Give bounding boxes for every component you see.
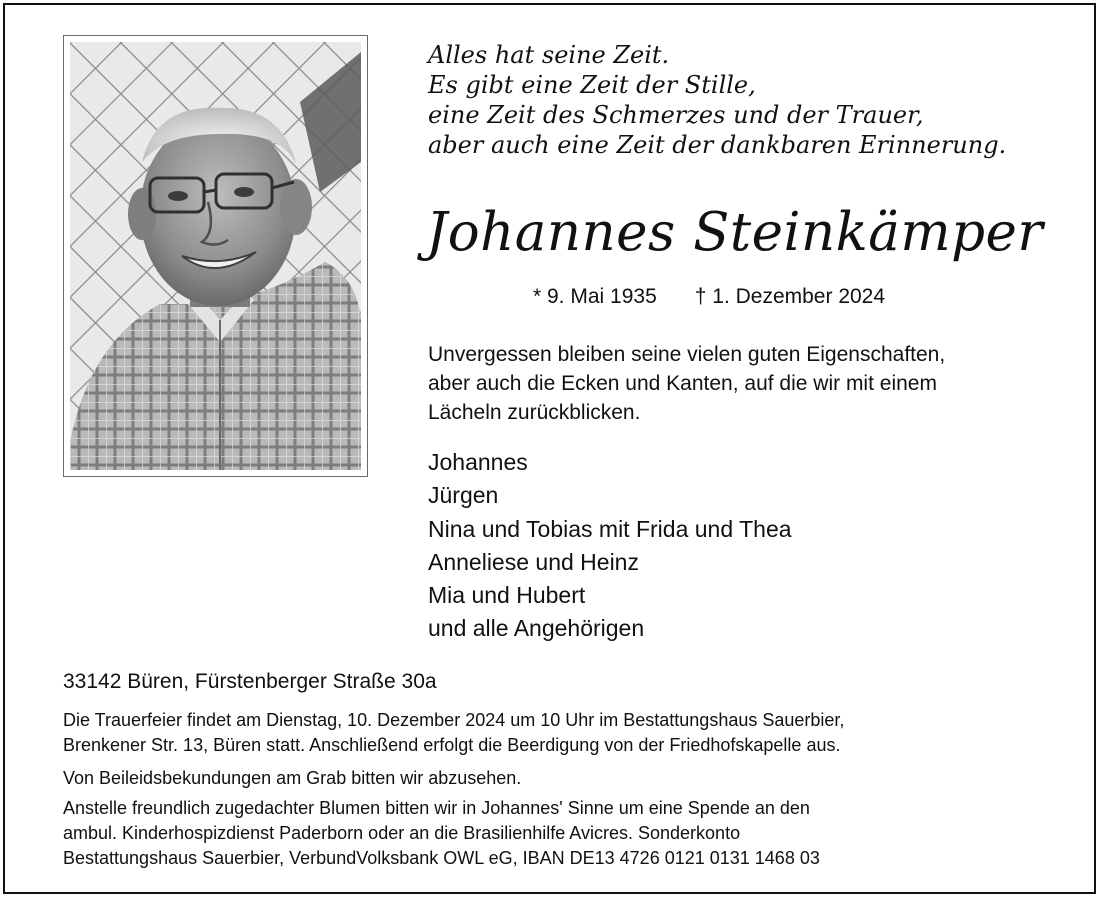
- tribute-line: aber auch die Ecken und Kanten, auf die wir mit einem: [428, 372, 937, 395]
- ceremony-line: Die Trauerfeier findet am Dienstag, 10. Dezember 2024 um 10 Uhr im Bestattungshaus Sauerbier,: [63, 710, 845, 730]
- ceremony-notice: [63, 708, 1073, 758]
- mourner-address: 33142 Büren, Fürstenberger Straße 30a: [63, 670, 437, 693]
- mourner-item: Jürgen: [428, 482, 499, 509]
- condolences-notice: [63, 766, 1073, 791]
- donation-line: Anstelle freundlich zugedachter Blumen bitten wir in Johannes' Sinne um eine Spende an den: [63, 798, 810, 818]
- death-date: † 1. Dezember 2024: [694, 285, 886, 308]
- life-dates: [533, 283, 885, 311]
- donation-line: Bestattungshaus Sauerbier, VerbundVolksbank OWL eG, IBAN DE13 4726 0121 0131 1468 03: [63, 848, 820, 868]
- tribute-text: [428, 340, 1068, 427]
- quote-line: aber auch eine Zeit der dankbaren Erinnerung.: [428, 131, 1007, 159]
- mourners-list: [428, 446, 1048, 646]
- ceremony-line: Brenkener Str. 13, Büren statt. Anschließend erfolgt die Beerdigung von der Friedhofskapelle aus.: [63, 735, 841, 755]
- tribute-line: Unvergessen bleiben seine vielen guten Eigenschaften,: [428, 343, 946, 366]
- donation-notice: [63, 796, 1073, 871]
- portrait-photo: [63, 35, 368, 477]
- portrait-illustration: [70, 42, 361, 470]
- birth-date: * 9. Mai 1935: [533, 285, 657, 308]
- portrait-image: [70, 42, 361, 470]
- mourner-item: Johannes: [428, 449, 528, 475]
- quote-line: Alles hat seine Zeit.: [428, 41, 670, 69]
- mourner-item: Nina und Tobias mit Frida und Thea: [428, 515, 792, 542]
- deceased-name: Johannes Steinkämper: [426, 202, 1044, 263]
- quote: [428, 40, 1048, 160]
- tribute-line: Lächeln zurückblicken.: [428, 401, 641, 424]
- condolences-line: Von Beileidsbekundungen am Grab bitten wir abzusehen.: [63, 768, 522, 788]
- donation-line: ambul. Kinderhospizdienst Paderborn oder an die Brasilienhilfe Avicres. Sonderkonto: [63, 823, 741, 843]
- mourner-item: Anneliese und Heinz: [428, 548, 639, 575]
- quote-line: eine Zeit des Schmerzes und der Trauer,: [428, 101, 924, 129]
- quote-line: Es gibt eine Zeit der Stille,: [428, 71, 756, 99]
- mourner-item: und alle Angehörigen: [428, 615, 645, 642]
- mourner-item: Mia und Hubert: [428, 582, 586, 609]
